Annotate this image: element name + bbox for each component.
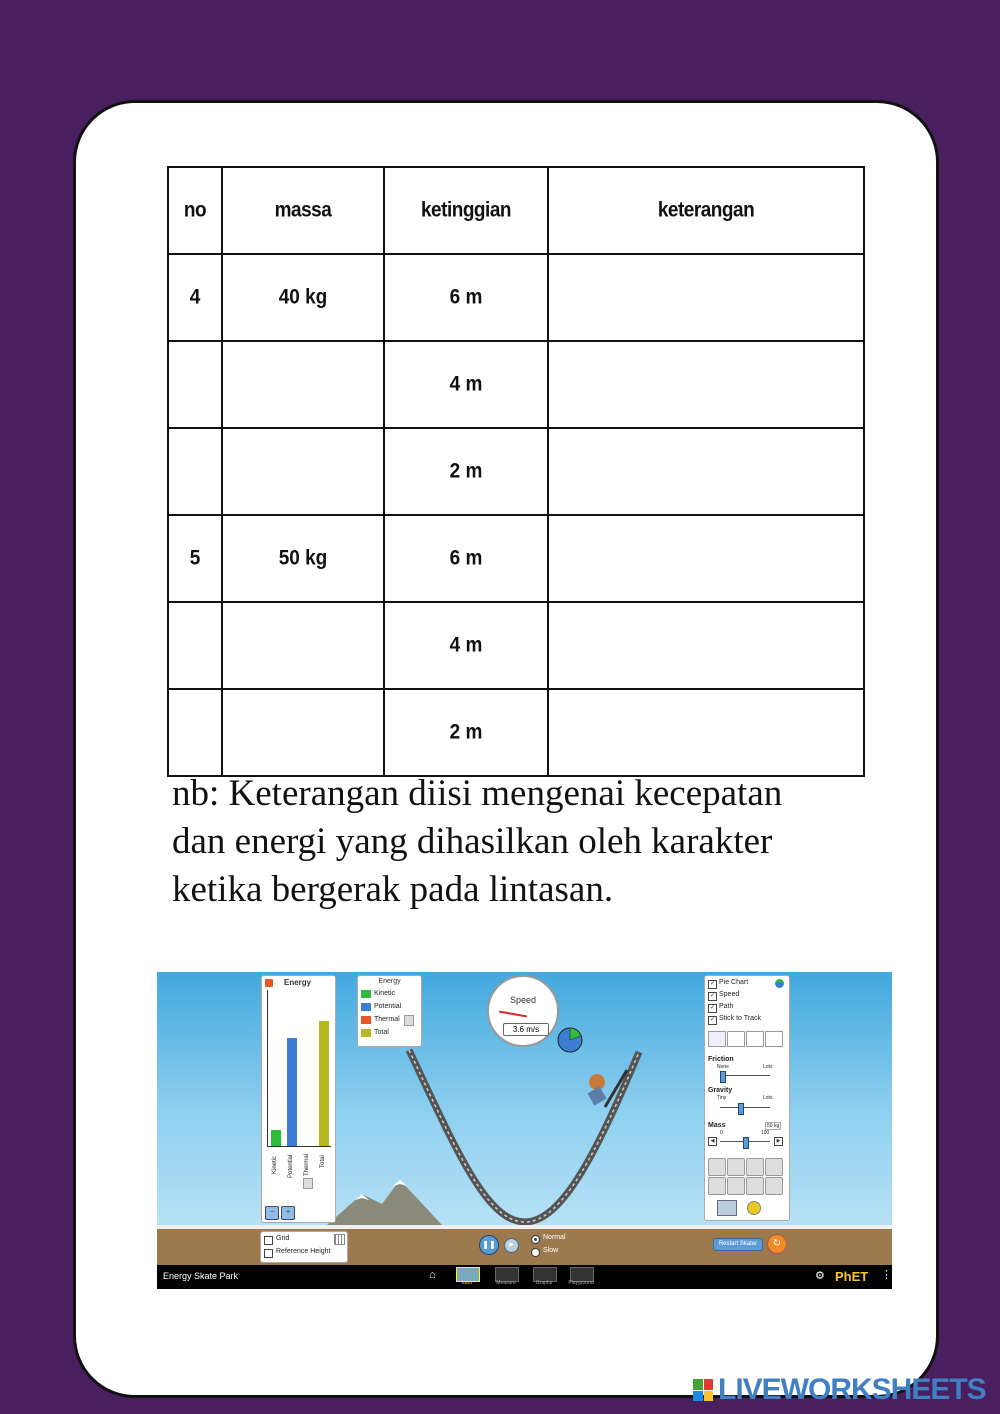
cell-no (168, 337, 222, 433)
tab-measure[interactable]: Measure (496, 1280, 516, 1286)
trash-icon[interactable] (303, 1178, 313, 1189)
skater-avatar[interactable] (746, 1177, 764, 1195)
speedometer-needle (499, 1011, 527, 1018)
friction-slider-thumb[interactable] (720, 1071, 726, 1083)
table-header-row (168, 167, 864, 254)
measuring-tape-icon[interactable] (747, 1201, 761, 1215)
legend-potential: Potential (374, 1003, 402, 1010)
skater-head[interactable] (589, 1074, 605, 1090)
toolbox-icon[interactable] (717, 1200, 737, 1216)
cell-massa (222, 685, 384, 781)
restart-skater-button[interactable]: Restart Skater (713, 1238, 763, 1251)
grid-icon (334, 1234, 345, 1245)
cell-no (168, 598, 222, 694)
speedometer (487, 975, 559, 1047)
cell-keterangan[interactable] (548, 511, 864, 607)
reference-height-label: Reference Height (276, 1248, 331, 1255)
skate-track[interactable] (409, 1050, 639, 1222)
cell-no: 4 (168, 250, 222, 346)
skater-avatar[interactable] (727, 1177, 745, 1195)
stick-to-track-checkbox[interactable]: ✓ (709, 1017, 716, 1023)
friction-min: None (717, 1064, 729, 1070)
path-checkbox[interactable]: ✓ (709, 1005, 716, 1011)
table-row (168, 428, 864, 515)
phet-logo[interactable]: PhET (835, 1269, 869, 1284)
energy-pie-chart (557, 1027, 583, 1053)
path-label: Path (719, 1003, 734, 1010)
speed-checkbox[interactable]: ✓ (709, 993, 716, 999)
liveworksheets-watermark (690, 1373, 1000, 1407)
cell-massa (222, 424, 384, 520)
skater-avatar[interactable] (727, 1158, 745, 1176)
bottom-options-panel (260, 1231, 348, 1263)
stick-to-track-label: Stick to Track (719, 1015, 762, 1022)
skater-avatar[interactable] (746, 1158, 764, 1176)
controls-panel (704, 975, 790, 1221)
skater-avatar[interactable] (708, 1158, 726, 1176)
cell-massa: 50 kg (222, 511, 384, 607)
x-axis (267, 1146, 331, 1147)
pause-button[interactable]: ❚❚ (479, 1235, 499, 1255)
cell-keterangan[interactable] (548, 685, 864, 781)
legend-swatch-kinetic (361, 990, 371, 998)
speedometer-title: Speed (509, 995, 537, 1005)
lw-logo-icon (693, 1379, 713, 1401)
speed-label: Speed (719, 991, 740, 998)
cell-keterangan[interactable] (548, 250, 864, 346)
speed-readout: 3.6 m/s (503, 1023, 549, 1036)
slow-label: Slow (543, 1247, 559, 1254)
trash-icon[interactable] (404, 1015, 414, 1026)
legend-swatch-total (361, 1029, 371, 1037)
cell-massa (222, 598, 384, 694)
energy-bar-potential (287, 1038, 297, 1146)
header-massa: massa (222, 163, 384, 259)
track-select-4[interactable] (765, 1031, 783, 1047)
cell-massa: 40 kg (222, 250, 384, 346)
note-line: dan energi yang dihasilkan oleh karakter (172, 821, 773, 862)
ground (157, 1225, 892, 1265)
cell-ketinggian: 2 m (384, 424, 548, 520)
lw-brand-text: LIVEWORKSHEETS (718, 1373, 986, 1406)
energy-skate-park-sim (157, 972, 892, 1289)
energy-legend-panel (357, 975, 422, 1047)
collapse-button[interactable] (265, 979, 273, 987)
note-line: nb: Keterangan diisi mengenai kecepatan (172, 773, 783, 814)
cell-ketinggian: 6 m (384, 511, 548, 607)
cell-no: 5 (168, 511, 222, 607)
legend-kinetic: Kinetic (374, 990, 396, 997)
instruction-note (172, 770, 872, 914)
home-icon[interactable]: ⌂ (429, 1269, 436, 1281)
tab-graphs[interactable]: Graphs (535, 1280, 553, 1286)
friction-slider-track[interactable] (720, 1075, 770, 1076)
cell-no (168, 685, 222, 781)
note-line: ketika bergerak pada lintasan. (172, 869, 614, 910)
reference-height-checkbox[interactable] (264, 1249, 273, 1258)
cell-ketinggian: 6 m (384, 250, 548, 346)
pie-chart-checkbox[interactable]: ✓ (709, 981, 716, 987)
skater-body[interactable] (587, 1086, 606, 1105)
mountain-shape (327, 1180, 442, 1225)
pie-chart-icon (775, 979, 784, 988)
zoom-out-icon[interactable]: − (265, 1206, 279, 1220)
header-keterangan: keterangan (548, 163, 864, 259)
pie-chart-label: Pie Chart (719, 979, 749, 986)
app-title: Energy Skate Park (163, 1271, 239, 1281)
energy-bar-total (319, 1021, 329, 1146)
legend-title: Energy (378, 978, 401, 985)
legend-thermal: Thermal (374, 1016, 400, 1023)
table-row (168, 515, 864, 602)
cell-keterangan[interactable] (548, 598, 864, 694)
bar-label-potential: Potential (288, 1154, 294, 1178)
skater-avatar[interactable] (708, 1177, 726, 1195)
table-row (168, 341, 864, 428)
mass-max: 100 (761, 1130, 770, 1136)
gravity-max: Lots (763, 1095, 773, 1101)
bar-label-thermal: Thermal (304, 1153, 310, 1176)
bar-label-total: Total (320, 1155, 326, 1168)
mass-increment-button[interactable]: ▶ (774, 1137, 783, 1146)
step-button[interactable]: ▶ (504, 1238, 519, 1253)
gravity-slider-thumb[interactable] (738, 1103, 744, 1115)
cell-no (168, 424, 222, 520)
legend-swatch-thermal (361, 1016, 371, 1024)
grid-label: Grid (276, 1235, 290, 1242)
legend-total: Total (374, 1029, 389, 1036)
tab-intro[interactable]: Intro (461, 1280, 472, 1286)
chart-title: Energy (284, 978, 312, 987)
normal-label: Normal (543, 1234, 566, 1241)
energy-bar-kinetic (271, 1130, 281, 1146)
table-row (168, 689, 864, 776)
settings-icon[interactable]: ⚙ (815, 1270, 825, 1282)
header-ketinggian: ketinggian (384, 163, 548, 259)
table-row (168, 602, 864, 689)
normal-radio[interactable] (531, 1235, 540, 1244)
friction-max: Lots (763, 1064, 773, 1070)
header-no: no (168, 163, 222, 259)
mass-label: Mass (708, 1122, 726, 1129)
bar-area (267, 990, 331, 1146)
gravity-label: Gravity (708, 1087, 733, 1094)
reset-all-icon[interactable]: ↻ (767, 1234, 787, 1254)
skater-avatar[interactable] (765, 1158, 783, 1176)
legend-swatch-potential (361, 1003, 371, 1011)
cell-ketinggian: 2 m (384, 685, 548, 781)
gravity-slider-track[interactable] (720, 1107, 770, 1108)
gravity-min: Tiny (717, 1095, 727, 1101)
cell-keterangan[interactable] (548, 424, 864, 520)
cell-keterangan[interactable] (548, 337, 864, 433)
track-select-3[interactable] (746, 1031, 764, 1047)
zoom-in-icon[interactable]: + (281, 1206, 295, 1220)
skater-avatar[interactable] (765, 1177, 783, 1195)
data-table (167, 166, 865, 777)
mass-min: 0 (720, 1130, 723, 1136)
track-select-1[interactable] (708, 1031, 726, 1047)
friction-label: Friction (708, 1056, 734, 1063)
grid-checkbox[interactable] (264, 1236, 273, 1245)
slow-radio[interactable] (531, 1248, 540, 1257)
track-select-2[interactable] (727, 1031, 745, 1047)
menu-icon[interactable]: ⋮ (881, 1269, 892, 1281)
mass-value: 50 kg (767, 1123, 780, 1129)
table-row (168, 254, 864, 341)
tab-playground[interactable]: Playground (568, 1280, 594, 1286)
energy-bar-chart-panel (261, 975, 336, 1223)
cell-ketinggian: 4 m (384, 598, 548, 694)
cell-ketinggian: 4 m (384, 337, 548, 433)
cell-massa (222, 337, 384, 433)
bar-label-kinetic: Kinetic (272, 1155, 278, 1174)
mass-slider-thumb[interactable] (743, 1137, 749, 1149)
mass-decrement-button[interactable]: ◀ (708, 1137, 717, 1146)
sim-navbar (157, 1265, 892, 1289)
